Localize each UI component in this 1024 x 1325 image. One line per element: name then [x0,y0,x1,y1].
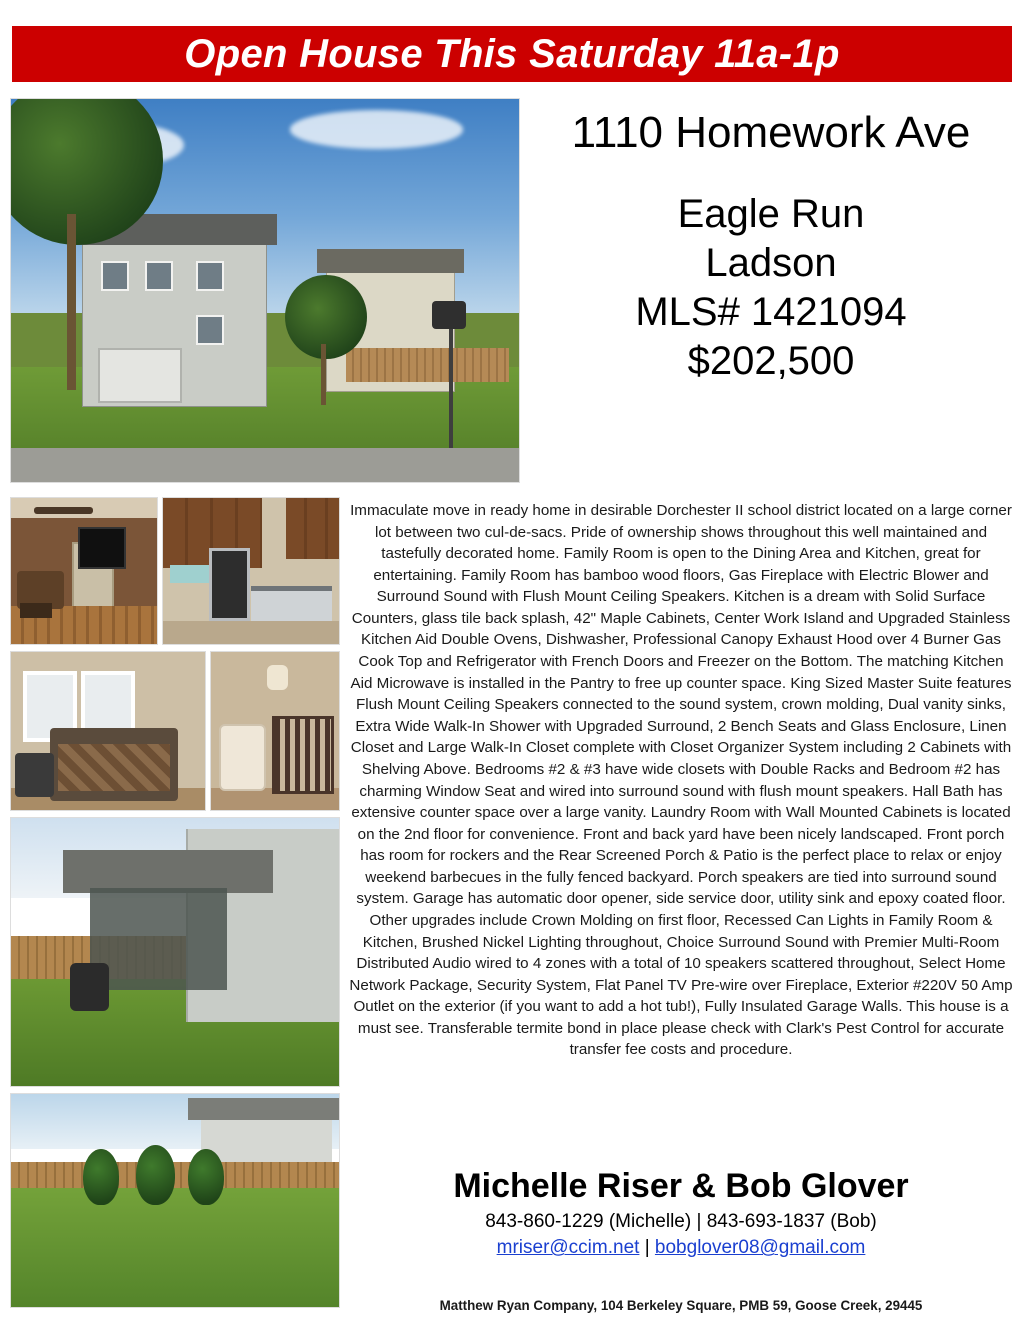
email-bob-link[interactable]: bobglover08@gmail.com [654,1237,866,1259]
tree [285,275,366,359]
listing-title-block [528,110,1014,385]
shrub [83,1149,119,1204]
for-sale-sign [432,301,466,329]
upper-cabinets [286,498,339,559]
agent-contact-block [348,1168,1014,1259]
open-house-banner [12,26,1012,82]
listing-address: 1110 Homework Ave [571,108,971,157]
phone-michelle: 843-860-1229 (Michelle) [485,1211,692,1233]
roof [317,249,464,274]
window [145,261,173,290]
garage-door [98,348,182,403]
comforter [58,744,171,791]
photo-backyard [10,1093,340,1308]
listing-city: Ladson [705,240,837,285]
photo-exterior-front [10,98,520,483]
listing-price: $202,500 [687,338,855,383]
photo-family-room [10,497,158,645]
lawn [11,1188,339,1307]
company-footer: Matthew Ryan Company, 104 Berkeley Square, PMB 59, Goose Creek, 29445 [439,1298,923,1313]
sign-post [449,310,453,448]
lounge-chair [15,753,54,797]
wood-fence [346,348,509,382]
agent-phones [348,1211,1014,1233]
phone-separator: | [691,1211,707,1233]
email-michelle-link[interactable]: mriser@ccim.net [496,1237,640,1259]
open-house-banner-text: Open House This Saturday 11a-1p [184,32,840,76]
listing-description: Immaculate move in ready home in desirable Dorchester II school district located on a large corner lot between two cul-de-sacs. Pride of ownership shows throughout this well maintained and tastefully decorated home. Family Room is open to the Dining Area and Kitchen, great for entertaining. Family Room has bamboo wood floors, Gas Fireplace with Electric Blower and Surround Sound with Flush Mount Ceiling Speakers. Kitchen is a dream with Solid Surface Counters, glass tile back splash, 42" Maple Cabinets, Center Work Island and Upgraded Stainless Kitchen Aid Double Ovens, Dishwasher, Professional Canopy Exhaust Hood over 4 Burner Gas Cook Top and Refrigerator with French Doors and Freezer on the Bottom. The matching Kitchen Aid Microwave is installed in the Pantry to free up counter space. King Sized Master Suite features Flush Mount Ceiling Speakers connected to the sound system, crown molding, Dual vanity sinks, Extra Wide Walk-In Shower with Upgraded Surround, 2 Bench Seats and Glass Enclosure, Linen Closet and Large Walk-In Closet complete with Closet Organizer System including 2 Cabinets with Shelving Above. Bedrooms #2 & #3 have wide closets with Double Racks and Bedroom #2 has charming Window Seat and wired into surround sound with flush mount speakers. Hall Bath has extensive counter space over a large vanity. Laundry Room with Wall Mounted Cabinets is located on the 2nd floor for convenience. Front and back yard have been nicely landscaped. Front porch has room for rockers and the Rear Screened Porch & Patio is the perfect place to relax or enjoy weekend barbecues in the fully fenced backyard. Porch speakers are tied into surround sound system. Garage has automatic door opener, side service door, utility sink and epoxy coated floor. Other upgrades include Crown Molding on first floor, Recessed Can Lights in Family Room & Kitchen, Brushed Nickel Lighting throughout, Choice Surround Sound with Premier Multi-Room Distributed Audio wired to 4 zones with a total of 10 speakers scattered throughout, Select Home Network Package, Security System, Flat Panel TV Pre-wire over Fireplace, Exterior #220V 50 Amp Outlet on the exterior (if you want to add a hot tub!), Fully Insulated Garage Walls. This house is a must see. Transferable termite bond in place please check with Clark's Pest Control for accurate transfer fee costs and procedure. [349,502,1013,1059]
photo-nursery [210,651,340,811]
agent-names: Michelle Riser & Bob Glover [453,1167,909,1205]
grill [70,963,109,1011]
photo-master-bedroom [10,651,206,811]
shrub [188,1149,224,1204]
tree-trunk [321,344,326,405]
crib [272,716,334,795]
agent-emails [348,1237,1014,1259]
shrub [136,1145,175,1205]
glider-chair [219,724,267,791]
lamp [267,665,287,690]
double-ovens [209,548,250,621]
phone-bob: 843-693-1837 (Bob) [706,1211,877,1233]
roof [188,1098,339,1119]
tree-trunk [67,214,76,390]
window [196,315,224,344]
street [11,448,519,482]
listing-mls: MLS# 1421094 [635,289,907,334]
listing-subdivision: Eagle Run [677,192,865,237]
window [101,261,129,290]
ceiling-fan [34,507,92,514]
porch-roof [63,850,273,893]
television [78,527,126,569]
photo-screened-porch [10,817,340,1087]
screened-enclosure [90,888,228,990]
email-separator: | [639,1237,655,1259]
kitchen-floor [163,621,339,644]
coffee-table [20,603,52,618]
house-main [82,237,267,408]
photo-kitchen [162,497,340,645]
cloud [290,110,463,148]
window [196,261,224,290]
